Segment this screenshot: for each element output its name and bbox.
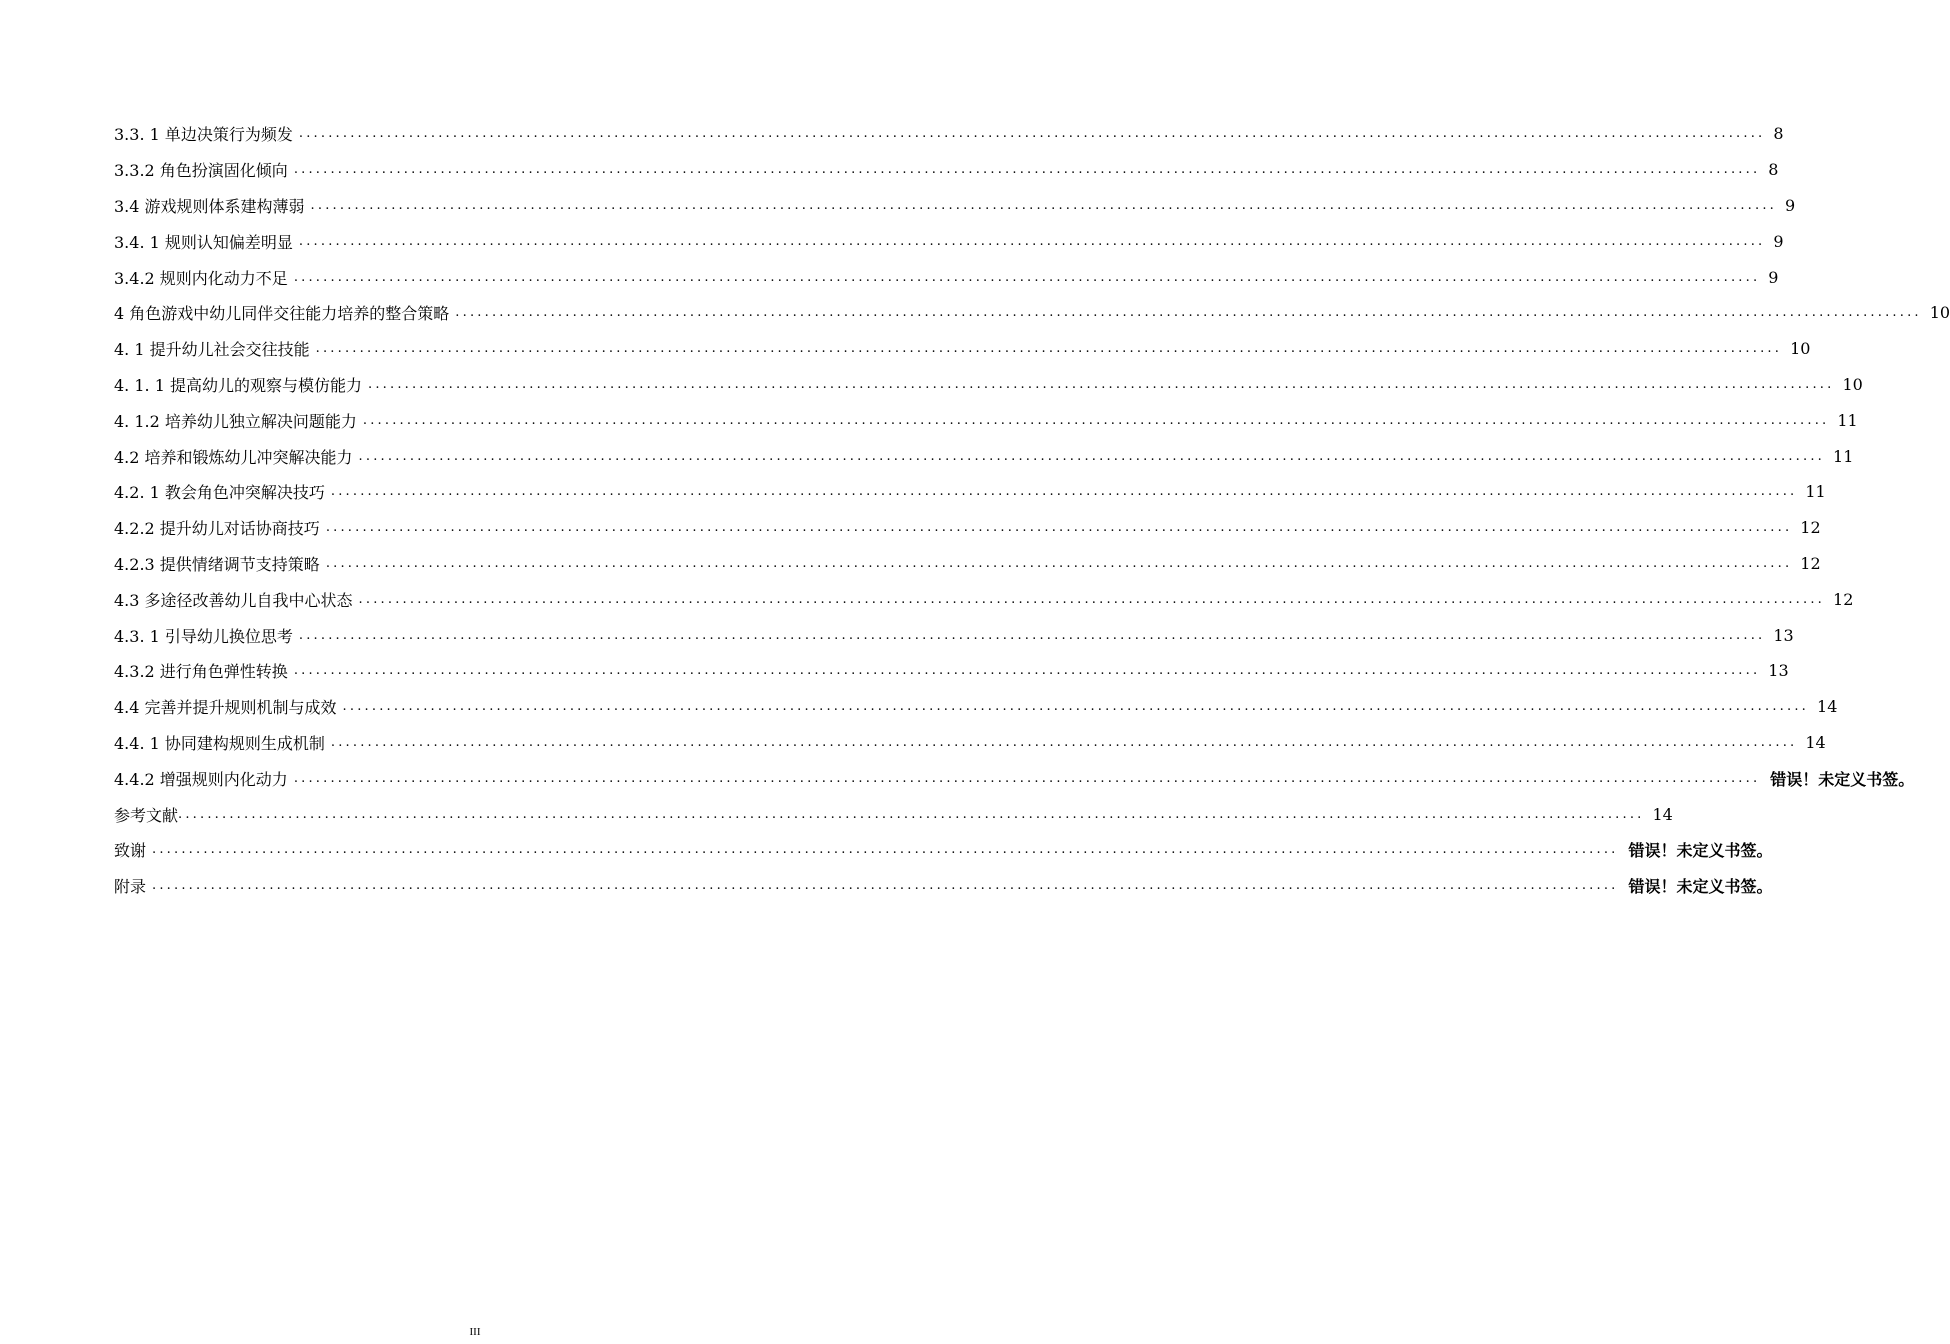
toc-entry-title: 4.4 完善并提升规则机制与成效 bbox=[114, 698, 337, 718]
toc-entry-page: 9 bbox=[1768, 267, 1779, 287]
toc-entry[interactable] bbox=[114, 760, 1915, 796]
toc-entry-page: 8 bbox=[1773, 124, 1784, 144]
toc-dot-leader: ........................................................................................................................................................................................................ bbox=[315, 341, 1783, 357]
toc-entry-page: 8 bbox=[1768, 160, 1779, 180]
toc-dot-leader: ........................................................................................................................................................................................................ bbox=[325, 520, 1793, 536]
toc-entry[interactable] bbox=[114, 868, 1773, 904]
toc-entry-title: 3.3.2 角色扮演固化倾向 bbox=[114, 161, 288, 181]
toc-entry-page: 9 bbox=[1773, 231, 1784, 251]
toc-entry-page: 12 bbox=[1833, 589, 1854, 609]
toc-entry[interactable] bbox=[114, 152, 1779, 188]
toc-entry[interactable] bbox=[114, 546, 1821, 582]
toc-entry-error: 错误！未定义书签。 bbox=[1628, 877, 1773, 897]
toc-entry-page: 11 bbox=[1833, 446, 1854, 466]
toc-entry-title: 4.3 多途径改善幼儿自我中心状态 bbox=[114, 590, 353, 610]
toc-entry-page: 10 bbox=[1842, 374, 1863, 394]
toc-entry-page: 12 bbox=[1800, 553, 1821, 573]
toc-entry-title: 4.2.3 提供情绪调节支持策略 bbox=[114, 554, 320, 574]
toc-entry-page: 10 bbox=[1790, 339, 1811, 359]
toc-dot-leader: ........................................................................................................................................................................................................ bbox=[178, 806, 1645, 822]
toc-entry[interactable] bbox=[114, 474, 1826, 510]
toc-dot-leader: ........................................................................................................................................................................................................ bbox=[293, 269, 1761, 285]
toc-dot-leader: ........................................................................................................................................................................................................ bbox=[293, 663, 1761, 679]
toc-entry-page: 13 bbox=[1773, 625, 1794, 645]
toc-entry[interactable] bbox=[114, 259, 1779, 295]
toc-entry-title: 4 角色游戏中幼儿同伴交往能力培养的整合策略 bbox=[114, 304, 450, 324]
toc-entry-title: 4.2.2 提升幼儿对话协商技巧 bbox=[114, 519, 320, 539]
toc-entry-title: 3.4. 1 规则认知偏差明显 bbox=[114, 232, 293, 252]
toc-dot-leader: ........................................................................................................................................................................................................ bbox=[298, 233, 1766, 249]
toc-dot-leader: ........................................................................................................................................................................................................ bbox=[310, 197, 1778, 213]
toc-dot-leader: ........................................................................................................................................................................................................ bbox=[367, 376, 1835, 392]
toc-entry-error: 错误！未定义书签。 bbox=[1628, 841, 1773, 861]
toc-dot-leader: ........................................................................................................................................................................................................ bbox=[358, 448, 1826, 464]
toc-dot-leader: ........................................................................................................................................................................................................ bbox=[298, 627, 1766, 643]
toc-entry[interactable] bbox=[114, 223, 1784, 259]
toc-entry-title: 4.2 培养和锻炼幼儿冲突解决能力 bbox=[114, 447, 353, 467]
toc-entry-page: 9 bbox=[1785, 195, 1796, 215]
toc-entry-title: 4. 1.2 培养幼儿独立解决问题能力 bbox=[114, 411, 357, 431]
toc-entry[interactable] bbox=[114, 367, 1863, 403]
toc-entry-title: 3.3. 1 单边决策行为频发 bbox=[114, 125, 293, 145]
toc-dot-leader: ........................................................................................................................................................................................................ bbox=[325, 555, 1793, 571]
toc-entry-title: 4.2. 1 教会角色冲突解决技巧 bbox=[114, 483, 325, 503]
toc-entry[interactable] bbox=[114, 653, 1789, 689]
toc-entry-title: 致谢 bbox=[114, 841, 147, 861]
table-of-contents bbox=[114, 116, 1950, 904]
toc-dot-leader: ........................................................................................................................................................................................................ bbox=[152, 878, 1619, 894]
toc-dot-leader: ........................................................................................................................................................................................................ bbox=[342, 699, 1810, 715]
toc-dot-leader: ........................................................................................................................................................................................................ bbox=[298, 126, 1766, 142]
toc-entry[interactable] bbox=[114, 188, 1796, 224]
toc-entry-title: 4.3.2 进行角色弹性转换 bbox=[114, 662, 288, 682]
toc-entry[interactable] bbox=[114, 510, 1821, 546]
toc-dot-leader: ........................................................................................................................................................................................................ bbox=[362, 412, 1830, 428]
toc-entry[interactable] bbox=[114, 331, 1811, 367]
toc-entry-error: 错误！未定义书签。 bbox=[1770, 769, 1915, 789]
toc-entry-page: 12 bbox=[1800, 518, 1821, 538]
toc-entry-title: 4.4. 1 协同建构规则生成机制 bbox=[114, 733, 325, 753]
toc-entry[interactable] bbox=[114, 116, 1784, 152]
toc-dot-leader: ........................................................................................................................................................................................................ bbox=[330, 734, 1798, 750]
toc-entry-page: 14 bbox=[1805, 732, 1826, 752]
toc-entry-page: 10 bbox=[1929, 303, 1950, 323]
toc-entry-page: 14 bbox=[1817, 697, 1838, 717]
toc-entry[interactable] bbox=[114, 581, 1854, 617]
toc-dot-leader: ........................................................................................................................................................................................................ bbox=[455, 305, 1922, 321]
toc-entry[interactable] bbox=[114, 832, 1773, 868]
toc-entry[interactable] bbox=[114, 295, 1950, 331]
toc-entry[interactable] bbox=[114, 725, 1826, 761]
toc-entry[interactable] bbox=[114, 796, 1673, 832]
toc-dot-leader: ........................................................................................................................................................................................................ bbox=[293, 162, 1761, 178]
toc-entry-page: 11 bbox=[1837, 410, 1858, 430]
toc-entry-title: 4.3. 1 引导幼儿换位思考 bbox=[114, 626, 293, 646]
toc-entry-page: 14 bbox=[1652, 804, 1673, 824]
toc-dot-leader: ........................................................................................................................................................................................................ bbox=[293, 770, 1761, 786]
toc-entry-title: 参考文献 bbox=[114, 805, 179, 825]
toc-entry-page: 11 bbox=[1805, 482, 1826, 502]
page-number: III bbox=[469, 1326, 481, 1338]
toc-entry-title: 附录 bbox=[114, 877, 147, 897]
toc-entry[interactable] bbox=[114, 438, 1854, 474]
toc-entry[interactable] bbox=[114, 402, 1858, 438]
toc-entry-title: 4. 1 提升幼儿社会交往技能 bbox=[114, 340, 310, 360]
toc-entry-title: 4.4.2 增强规则内化动力 bbox=[114, 769, 288, 789]
toc-entry[interactable] bbox=[114, 617, 1794, 653]
toc-entry-page: 13 bbox=[1768, 661, 1789, 681]
toc-entry-title: 3.4.2 规则内化动力不足 bbox=[114, 268, 288, 288]
toc-dot-leader: ........................................................................................................................................................................................................ bbox=[330, 484, 1798, 500]
toc-dot-leader: ........................................................................................................................................................................................................ bbox=[358, 591, 1826, 607]
toc-entry-title: 3.4 游戏规则体系建构薄弱 bbox=[114, 196, 305, 216]
toc-dot-leader: ........................................................................................................................................................................................................ bbox=[152, 842, 1619, 858]
toc-entry-title: 4. 1. 1 提高幼儿的观察与模仿能力 bbox=[114, 375, 362, 395]
toc-entry[interactable] bbox=[114, 689, 1838, 725]
